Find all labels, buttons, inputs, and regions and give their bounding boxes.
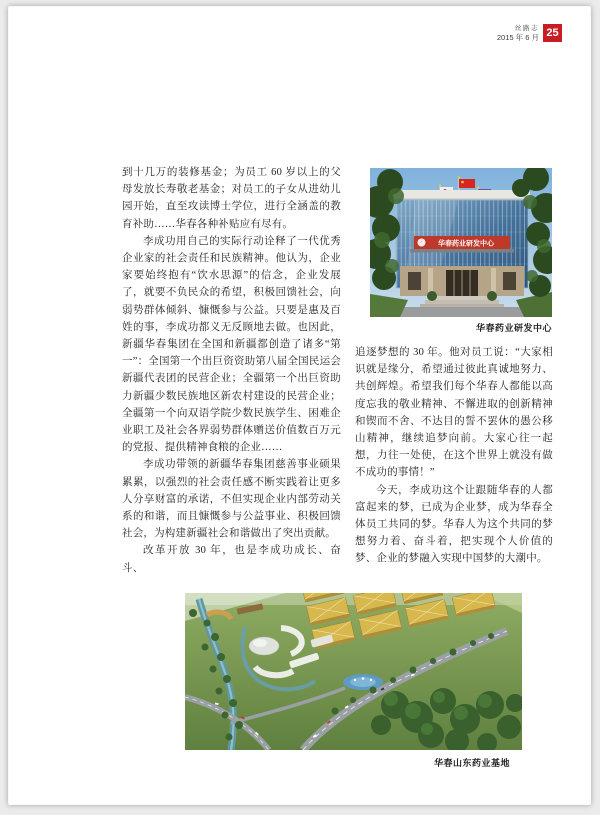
header-meta — [497, 25, 539, 42]
page-number-badge: 25 — [543, 24, 562, 42]
paragraph: 改革开放 30 年，也是李成功成长、奋斗、 — [122, 545, 341, 574]
photo-caption-shandong-base: 华春山东药业基地 — [433, 758, 510, 768]
paragraph: 追逐梦想的 30 年。他对员工说：“大家相识就是缘分，希望通过彼此真诚地努力、共创辉煌。希望我们每个华春人都能以高度忘我的敬业精神、不懈进取的创新精神和锲而不舍、不达目的誓不罢休的愚公移山精神，继续追梦向前。大家心往一起想，力往一处使，在这个世界上就没有做不成功的事情！” — [355, 347, 553, 479]
paragraph: 李成功用自己的实际行动诠释了一代优秀企业家的社会责任和民族精神。他认为，企业家要始终抱有“饮水思源”的信念，企业发展了，就要不负民众的希望，积极回馈社会，向弱势群体倾斜、慷慨参与公益。只要是惠及百姓的事，李成功都义无反顾地去做。也因此，新疆华春集团在全国和新疆都创造了诸多“第一”：全国第一个出巨资资助第八届全国民运会新疆代表团的民营企业；全疆第一个出巨资助力新疆少数民族地区新农村建设的民营企业；全疆第一个向双语学院少数民族学生、困难企业职工及社会各界弱势群体赠送价值数百万元的党报、提供精神食粮的企业…… — [122, 235, 341, 454]
photo-shandong-base — [185, 593, 522, 750]
magazine-title: 丝路志 — [515, 24, 539, 32]
fountain-pond — [343, 674, 383, 690]
research-center-illustration — [370, 168, 552, 317]
building-sign-text: 华春药业研发中心 — [438, 240, 494, 248]
magazine-page — [8, 6, 591, 805]
building-sign — [410, 236, 514, 253]
text-column-left — [122, 164, 341, 577]
paragraph: 到十几万的装修基金；为员工 60 岁以上的父母发放长寿敬老基金；对员工的子女从进幼儿园开始，直至攻读博士学位，进行全涵盖的教育补助……华春各种补贴应有尽有。 — [122, 167, 341, 230]
photo-caption-research-center: 华春药业研发中心 — [475, 323, 552, 333]
photo-research-center — [370, 168, 552, 317]
paragraph: 今天，李成功这个让跟随华春的人都富起来的梦，已成为企业梦，成为华春全体员工共同的梦。华春人为这个共同的梦想努力着、奋斗着，把实现个人价值的梦、企业的梦融入实现中国梦的大潮中。 — [355, 484, 553, 565]
issue-date: 2015 年 6 月 — [496, 32, 539, 42]
page-header — [497, 24, 562, 42]
text-column-right — [355, 344, 553, 568]
shandong-base-illustration — [185, 593, 522, 750]
paragraph: 李成功带领的新疆华春集团慈善事业硕果累累，以强烈的社会责任感不断实践着让更多人分享财富的承诺，不但实现企业内部劳动关系的和谐，而且慷慨参与公益事业、积极回馈社会，为构建新疆社会和谐做出了突出贡献。 — [122, 459, 341, 540]
